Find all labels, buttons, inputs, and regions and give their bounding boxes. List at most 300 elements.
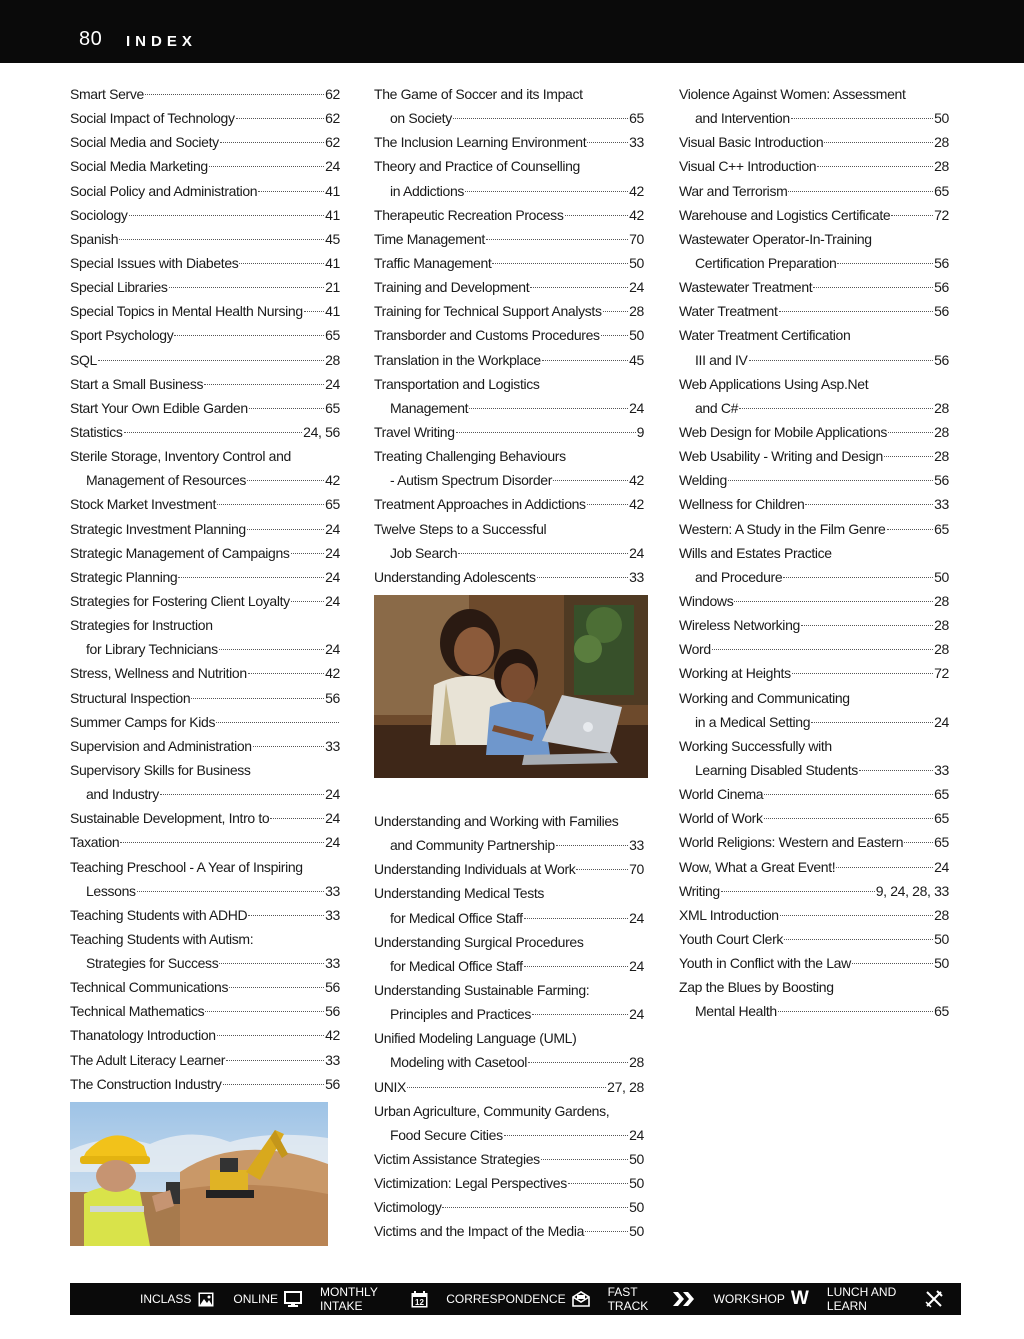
entry-title: Stress, Wellness and Nutrition — [70, 665, 247, 682]
entry-page: 28 — [934, 158, 949, 175]
entry-title: Teaching Students with ADHD — [70, 906, 248, 923]
entry-title: Understanding Medical Tests — [374, 885, 545, 902]
dot-leader — [145, 94, 324, 95]
entry-title: The Game of Soccer and its Impact — [374, 86, 583, 102]
dot-leader — [247, 480, 324, 481]
index-entry — [70, 179, 340, 203]
entry-title: and C# — [695, 399, 739, 416]
header-bar — [0, 0, 1024, 63]
entry-page: 42 — [629, 182, 644, 199]
dot-leader — [791, 118, 933, 119]
entry-page: 24 — [629, 957, 644, 974]
dot-leader — [226, 1060, 324, 1061]
dot-leader — [219, 963, 324, 964]
index-entry — [374, 420, 644, 444]
index-entry — [374, 227, 644, 251]
index-entry — [374, 978, 644, 1002]
index-entry — [70, 565, 340, 589]
page-number: 80 — [79, 28, 103, 50]
dot-leader — [129, 215, 325, 216]
dot-leader — [904, 842, 933, 843]
index-entry — [70, 1072, 340, 1096]
entry-title: Start a Small Business — [70, 375, 204, 392]
index-entry — [374, 372, 644, 396]
dot-leader — [528, 1062, 628, 1063]
index-entry — [374, 1219, 644, 1243]
index-entry — [374, 82, 644, 106]
index-entry — [374, 1099, 644, 1123]
dot-leader — [178, 577, 324, 578]
dot-leader — [585, 1231, 628, 1232]
entry-title: Victimization: Legal Perspectives — [374, 1175, 567, 1192]
entry-page: 50 — [629, 327, 644, 344]
entry-title: Youth Court Clerk — [679, 930, 784, 947]
dot-leader — [537, 577, 628, 578]
entry-title: Social Media Marketing — [70, 158, 208, 175]
index-entry — [374, 906, 644, 930]
index-entry — [679, 227, 949, 251]
entry-page: 45 — [629, 351, 644, 368]
entry-title: Job Search — [390, 544, 458, 561]
entry-page: 41 — [325, 303, 340, 320]
entry-page: 56 — [325, 689, 340, 706]
index-entry — [70, 951, 340, 975]
index-entry — [70, 758, 340, 782]
entry-page: 28 — [934, 134, 949, 151]
entry-page: 24 — [934, 858, 949, 875]
entry-title: Special Topics in Mental Health Nursing — [70, 303, 303, 320]
dot-leader — [542, 360, 628, 361]
entry-title: Therapeutic Recreation Process — [374, 206, 564, 223]
entry-title: Lessons — [86, 882, 136, 899]
index-entry — [374, 179, 644, 203]
dot-leader — [556, 845, 628, 846]
index-entry — [70, 637, 340, 661]
entry-page: 24 — [325, 158, 340, 175]
entry-title: Technical Mathematics — [70, 1003, 205, 1020]
entry-title: Wow, What a Great Event! — [679, 858, 836, 875]
dot-leader — [469, 408, 628, 409]
entry-title: Learning Disabled Students — [695, 761, 858, 778]
index-entry — [374, 106, 644, 130]
dot-leader — [859, 770, 933, 771]
legend-label: LUNCH AND LEARN — [826, 1285, 897, 1313]
entry-page: 62 — [325, 86, 340, 102]
index-entry — [374, 930, 644, 954]
entry-title: Stock Market Investment — [70, 496, 217, 513]
entry-page: 56 — [934, 254, 949, 271]
entry-page: 41 — [325, 206, 340, 223]
entry-title: Strategic Management of Campaigns — [70, 544, 290, 561]
index-entry — [70, 348, 340, 372]
entry-page: 24 — [325, 544, 340, 561]
index-entry — [70, 734, 340, 758]
entry-page: 65 — [629, 110, 644, 127]
index-column-2 — [374, 82, 644, 1243]
index-entry — [679, 130, 949, 154]
entry-page: 24 — [934, 713, 949, 730]
index-entry — [679, 517, 949, 541]
index-entry — [679, 179, 949, 203]
dot-leader — [239, 263, 324, 264]
entry-title: Thanatology Introduction — [70, 1027, 216, 1044]
index-entry — [70, 927, 340, 951]
index-entry — [70, 613, 340, 637]
dot-leader — [236, 118, 325, 119]
entry-title: Wastewater Treatment — [679, 279, 813, 296]
entry-page: 33 — [629, 134, 644, 151]
dot-leader — [712, 649, 933, 650]
entry-page: 42 — [629, 496, 644, 513]
index-entry — [374, 565, 644, 589]
entry-title: Western: A Study in the Film Genre — [679, 520, 886, 537]
entry-title: - Autism Spectrum Disorder — [390, 472, 553, 489]
dot-leader — [453, 118, 628, 119]
index-entry — [679, 927, 949, 951]
dot-leader — [465, 191, 628, 192]
dot-leader — [587, 142, 628, 143]
entry-page: 24 — [629, 279, 644, 296]
entry-page: 24 — [325, 375, 340, 392]
index-entry — [70, 444, 340, 468]
entry-page: 28 — [325, 351, 340, 368]
entry-page: 24 — [325, 520, 340, 537]
index-entry — [679, 154, 949, 178]
entry-title: Principles and Practices — [390, 1006, 531, 1023]
dot-leader — [568, 1183, 628, 1184]
dot-leader — [792, 673, 933, 674]
entry-title: Unified Modeling Language (UML) — [374, 1030, 577, 1047]
entry-title: Social Media and Society — [70, 134, 219, 151]
entry-page: 33 — [629, 837, 644, 854]
index-entry — [679, 251, 949, 275]
index-entry — [70, 517, 340, 541]
index-entry — [70, 855, 340, 879]
dot-leader — [783, 577, 933, 578]
dot-leader — [253, 746, 324, 747]
index-entry — [679, 565, 949, 589]
delivery-legend-bar — [70, 1283, 961, 1315]
entry-title: Wastewater Operator-In-Training — [679, 230, 872, 247]
entry-title: Teaching Preschool - A Year of Inspiring — [70, 858, 303, 875]
entry-page: 24 — [629, 399, 644, 416]
calendar-day: 12 — [415, 1297, 425, 1307]
entry-page: 42 — [325, 472, 340, 489]
legend-inclass — [140, 1290, 215, 1308]
entry-title: Certification Preparation — [695, 254, 837, 271]
entry-title: Summer Camps for Kids — [70, 713, 216, 730]
entry-page: 50 — [629, 1175, 644, 1192]
entry-title: Strategic Investment Planning — [70, 520, 246, 537]
entry-title: Transborder and Customs Procedures — [374, 327, 600, 344]
construction-photo — [70, 1102, 328, 1246]
entry-title: Water Treatment — [679, 303, 778, 320]
entry-title: and Intervention — [695, 110, 790, 127]
dot-leader — [587, 504, 628, 505]
index-entry — [374, 1075, 644, 1099]
index-entry — [374, 1123, 644, 1147]
entry-page: 24 — [325, 786, 340, 803]
index-entry — [679, 275, 949, 299]
entry-title: Strategies for Fostering Client Loyalty — [70, 592, 290, 609]
entry-title: Wellness for Children — [679, 496, 805, 513]
index-entry — [70, 396, 340, 420]
dot-leader — [603, 311, 629, 312]
index-entry — [374, 130, 644, 154]
index-entry — [374, 1026, 644, 1050]
dot-leader — [504, 1135, 628, 1136]
dot-leader — [764, 794, 933, 795]
entry-title: Supervisory Skills for Business — [70, 761, 251, 778]
dot-leader — [248, 673, 324, 674]
dot-leader — [824, 142, 933, 143]
entry-title: Smart Serve — [70, 86, 144, 102]
entry-page: 62 — [325, 110, 340, 127]
index-entry — [70, 1048, 340, 1072]
legend-fast-track — [608, 1285, 696, 1313]
index-entry — [679, 903, 949, 927]
entry-page: 65 — [934, 520, 949, 537]
entry-title: Strategies for Instruction — [70, 617, 213, 634]
entry-title: Word — [679, 641, 711, 658]
entry-title: Teaching Students with Autism: — [70, 930, 254, 947]
index-entry — [679, 468, 949, 492]
entry-title: Web Design for Mobile Applications — [679, 423, 888, 440]
entry-page: 24 — [325, 641, 340, 658]
entry-page: 50 — [934, 955, 949, 972]
index-entry — [70, 830, 340, 854]
index-entry — [70, 299, 340, 323]
index-entry — [679, 420, 949, 444]
entry-page: 24 — [629, 909, 644, 926]
index-entry — [679, 879, 949, 903]
index-entry — [70, 879, 340, 903]
index-entry — [374, 857, 644, 881]
entry-page: 9, 24, 28, 33 — [875, 882, 949, 899]
entry-title: Translation in the Workplace — [374, 351, 541, 368]
legend-online — [233, 1290, 302, 1308]
entry-title: Mental Health — [695, 1003, 777, 1020]
dot-leader — [456, 432, 636, 433]
entry-title: Wills and Estates Practice — [679, 544, 832, 561]
index-entry — [679, 396, 949, 420]
entry-title: Treatment Approaches in Addictions — [374, 496, 586, 513]
dot-leader — [304, 311, 324, 312]
entry-page: 28 — [934, 423, 949, 440]
entry-title: Victims and the Impact of the Media — [374, 1223, 585, 1240]
entry-title: Transportation and Logistics — [374, 375, 540, 392]
dot-leader — [601, 335, 628, 336]
legend-lunch-and-learn — [827, 1285, 943, 1313]
entry-title: The Construction Industry — [70, 1075, 222, 1092]
index-entry — [70, 251, 340, 275]
index-entry — [70, 999, 340, 1023]
entry-page: 65 — [325, 399, 340, 416]
dot-leader — [217, 504, 324, 505]
entry-title: Spanish — [70, 230, 119, 247]
legend-label: WORKSHOP — [713, 1292, 785, 1306]
dot-leader — [813, 287, 933, 288]
index-entry — [679, 830, 949, 854]
index-entry — [70, 686, 340, 710]
envelope-icon — [572, 1290, 590, 1308]
entry-title: The Adult Literacy Learner — [70, 1051, 226, 1068]
entry-page: 42 — [629, 206, 644, 223]
entry-title: XML Introduction — [679, 906, 779, 923]
dot-leader — [778, 1011, 933, 1012]
index-entry — [374, 323, 644, 347]
entry-page: 28 — [934, 617, 949, 634]
dot-leader — [124, 432, 303, 433]
section-title: INDEX — [126, 33, 197, 50]
entry-list — [374, 82, 644, 589]
dot-leader — [120, 842, 324, 843]
entry-title: Warehouse and Logistics Certificate — [679, 206, 891, 223]
dot-leader — [169, 287, 325, 288]
index-entry — [679, 82, 949, 106]
entry-page: 56 — [934, 472, 949, 489]
entry-page: 24 — [629, 544, 644, 561]
entry-title: and Procedure — [695, 568, 783, 585]
dot-leader — [805, 504, 933, 505]
index-entry — [679, 613, 949, 637]
index-entry — [70, 468, 340, 492]
index-entry — [70, 806, 340, 830]
entry-title: for Medical Office Staff — [390, 957, 523, 974]
entry-title: Twelve Steps to a Successful — [374, 520, 547, 537]
entry-list — [374, 809, 644, 1244]
index-entry — [70, 661, 340, 685]
entry-title: Working at Heights — [679, 665, 791, 682]
index-entry — [70, 492, 340, 516]
dot-leader — [891, 215, 933, 216]
entry-title: Working and Communicating — [679, 689, 850, 706]
legend-label: INCLASS — [140, 1292, 192, 1306]
entry-title: on Society — [390, 110, 452, 127]
entry-title: Start Your Own Edible Garden — [70, 399, 248, 416]
dot-leader — [217, 1035, 324, 1036]
index-entry — [679, 975, 949, 999]
index-entry — [70, 203, 340, 227]
entry-page: 33 — [325, 1051, 340, 1068]
entry-page: 33 — [325, 882, 340, 899]
entry-page: 50 — [629, 1199, 644, 1216]
entry-title: Writing — [679, 882, 720, 899]
monitor-icon — [284, 1290, 302, 1308]
dot-leader — [137, 891, 324, 892]
dot-leader — [209, 166, 324, 167]
dot-leader — [553, 480, 628, 481]
index-entry — [374, 881, 644, 905]
dot-leader — [739, 408, 933, 409]
entry-title: Treating Challenging Behaviours — [374, 448, 566, 465]
entry-title: Social Policy and Administration — [70, 182, 258, 199]
entry-title: Strategic Planning — [70, 568, 178, 585]
entry-title: Taxation — [70, 834, 120, 851]
legend-label: FAST TRACK — [607, 1285, 649, 1313]
entry-page: 24 — [325, 834, 340, 851]
entry-title: Strategies for Success — [86, 955, 219, 972]
entry-page: 42 — [325, 1027, 340, 1044]
index-entry — [374, 1050, 644, 1074]
entry-title: UNIX — [374, 1078, 407, 1095]
entry-title: Web Applications Using Asp.Net — [679, 375, 869, 392]
index-entry — [374, 1195, 644, 1219]
entry-page: 72 — [934, 665, 949, 682]
legend-workshop — [714, 1290, 809, 1308]
dot-leader — [721, 891, 875, 892]
entry-title: Understanding and Working with Families — [374, 812, 619, 829]
dot-leader — [160, 794, 324, 795]
entry-page: 21 — [325, 279, 340, 296]
dot-leader — [541, 1159, 628, 1160]
entry-title: Structural Inspection — [70, 689, 191, 706]
entry-title: Windows — [679, 592, 734, 609]
dot-leader — [258, 191, 324, 192]
entry-title: Zap the Blues by Boosting — [679, 979, 834, 996]
dot-leader — [220, 142, 324, 143]
index-entry — [374, 251, 644, 275]
entry-page: 45 — [325, 230, 340, 247]
index-entry — [70, 541, 340, 565]
entry-page: 50 — [934, 930, 949, 947]
entry-page: 70 — [629, 861, 644, 878]
dot-leader — [249, 408, 324, 409]
entry-page: 33 — [934, 761, 949, 778]
index-entry — [374, 348, 644, 372]
entry-page: 33 — [325, 955, 340, 972]
index-entry — [679, 541, 949, 565]
index-entry — [374, 809, 644, 833]
entry-title: Special Libraries — [70, 279, 168, 296]
index-column-3 — [679, 82, 949, 1023]
index-column-1 — [70, 82, 340, 1252]
fork-knife-icon — [925, 1290, 943, 1308]
entry-title: World Cinema — [679, 786, 764, 803]
dot-leader — [788, 191, 933, 192]
index-entry — [70, 975, 340, 999]
index-entry — [374, 517, 644, 541]
dot-leader — [204, 384, 324, 385]
index-entry — [70, 372, 340, 396]
entry-title: Visual Basic Introduction — [679, 134, 824, 151]
index-entry — [374, 154, 644, 178]
picture-icon — [197, 1290, 215, 1308]
dot-leader — [524, 966, 628, 967]
entry-page: 41 — [325, 254, 340, 271]
entry-page: 41 — [325, 182, 340, 199]
legend-correspondence — [446, 1290, 589, 1308]
index-entry — [70, 275, 340, 299]
entry-page: 33 — [325, 737, 340, 754]
entry-page: 65 — [325, 327, 340, 344]
entry-title: Statistics — [70, 423, 123, 440]
entry-title: Training for Technical Support Analysts — [374, 303, 602, 320]
entry-title: Management of Resources — [86, 472, 247, 489]
dot-leader — [779, 311, 934, 312]
dot-leader — [205, 1011, 324, 1012]
entry-page: 56 — [934, 279, 949, 296]
dot-leader — [888, 432, 933, 433]
entry-page: 28 — [629, 303, 644, 320]
index-entry — [679, 999, 949, 1023]
entry-list — [679, 82, 949, 1023]
legend-label: CORRESPONDENCE — [446, 1292, 566, 1306]
dot-leader — [407, 1087, 606, 1088]
entry-title: Understanding Individuals at Work — [374, 861, 576, 878]
entry-title: Sport Psychology — [70, 327, 174, 344]
entry-title: in a Medical Setting — [695, 713, 811, 730]
